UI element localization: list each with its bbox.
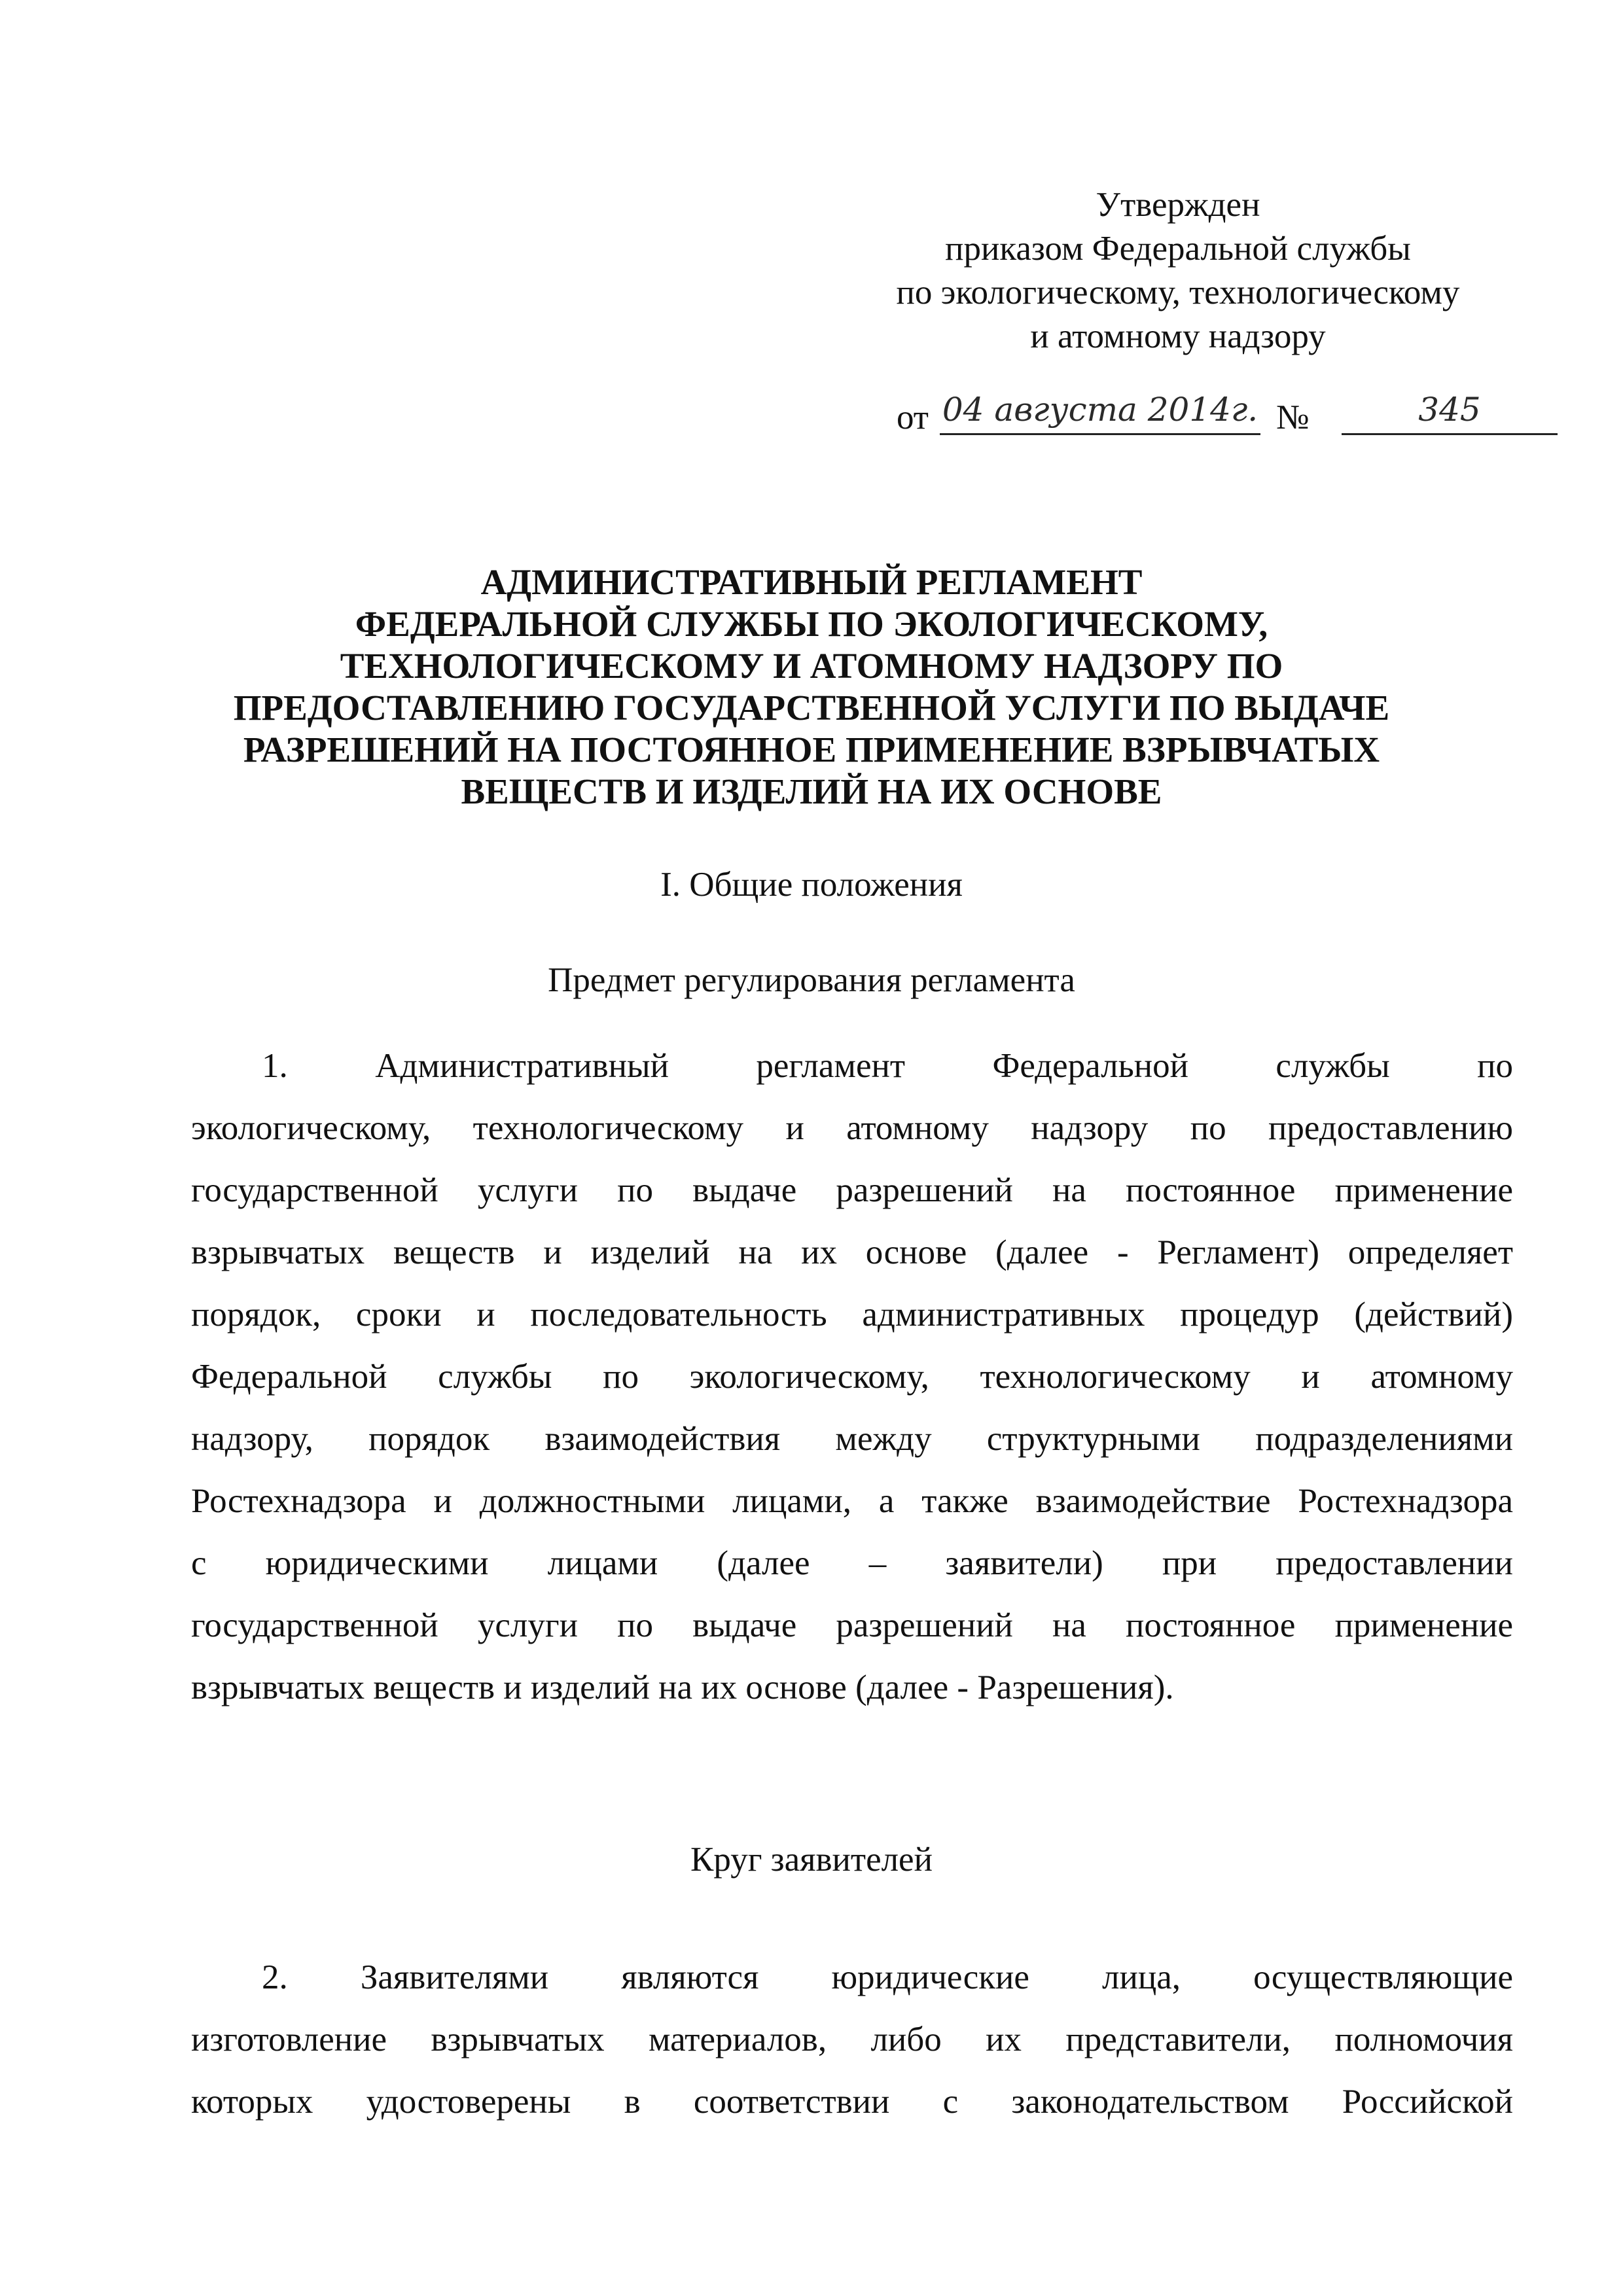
paragraph-line: которых удостоверены в соответствии с законодательством Российской (191, 2083, 1513, 2121)
title-line: РАЗРЕШЕНИЙ НА ПОСТОЯННОЕ ПРИМЕНЕНИЕ ВЗРЫВЧАТЫХ (243, 730, 1380, 769)
paragraph-line: Ростехнадзора и должностными лицами, а также взаимодействие Ростехнадзора (191, 1482, 1513, 1520)
paragraph-line: государственной услуги по выдаче разрешений на постоянное применение (191, 1606, 1513, 1644)
title-line: ФЕДЕРАЛЬНОЙ СЛУЖБЫ ПО ЭКОЛОГИЧЕСКОМУ, (355, 604, 1268, 644)
paragraph-line: взрывчатых веществ и изделий на их основе (далее - Регламент) определяет (191, 1233, 1513, 1271)
title-line: ПРЕДОСТАВЛЕНИЮ ГОСУДАРСТВЕННОЙ УСЛУГИ ПО ВЫДАЧЕ (233, 688, 1390, 728)
paragraph-line: взрывчатых веществ и изделий на их основе (далее - Разрешения). (191, 1669, 1174, 1706)
paragraph-line: надзору, порядок взаимодействия между структурными подразделениями (191, 1420, 1513, 1458)
paragraph-2 (191, 1956, 1513, 2143)
subheading-regulation-subject: Предмет регулирования регламента (548, 961, 1075, 999)
title-line: ВЕЩЕСТВ И ИЗДЕЛИЙ НА ИХ ОСНОВЕ (461, 771, 1162, 811)
section-heading: I. Общие положения (660, 866, 963, 904)
document-title (196, 561, 1427, 813)
paragraph-line: государственной услуги по выдаче разрешений на постоянное применение (191, 1171, 1513, 1209)
paragraph-line: 2. Заявителями являются юридические лица, осуществляющие (262, 1958, 1513, 1996)
paragraph-line: Федеральной службы по экологическому, технологическому и атомному (191, 1358, 1513, 1396)
paragraph-line: экологическому, технологическому и атомному надзору по предоставлению (191, 1109, 1513, 1147)
order-date-handwritten: 04 августа 2014г. (940, 386, 1260, 435)
order-from-label: от (897, 398, 929, 436)
approval-block (844, 183, 1512, 359)
approval-line: и атомному надзору (1030, 317, 1326, 355)
paragraph-line: с юридическими лицами (далее – заявители) при предоставлении (191, 1544, 1513, 1582)
approval-line: по экологическому, технологическому (896, 274, 1460, 311)
paragraph-line: порядок, сроки и последовательность административных процедур (действий) (191, 1296, 1513, 1333)
approval-line: приказом Федеральной службы (945, 230, 1411, 268)
title-line: АДМИНИСТРАТИВНЫЙ РЕГЛАМЕНТ (480, 562, 1143, 602)
order-number-handwritten: 345 (1342, 386, 1558, 435)
paragraph-line: изготовление взрывчатых материалов, либо их представители, полномочия (191, 2021, 1513, 2058)
order-number-label: № (1276, 398, 1310, 436)
paragraph-1 (191, 1045, 1513, 1729)
approval-line: Утвержден (1096, 186, 1260, 224)
title-line: ТЕХНОЛОГИЧЕСКОМУ И АТОМНОМУ НАДЗОРУ ПО (340, 646, 1283, 686)
paragraph-line: 1. Административный регламент Федеральной службы по (262, 1047, 1513, 1085)
subheading-applicants: Круг заявителей (690, 1841, 933, 1879)
